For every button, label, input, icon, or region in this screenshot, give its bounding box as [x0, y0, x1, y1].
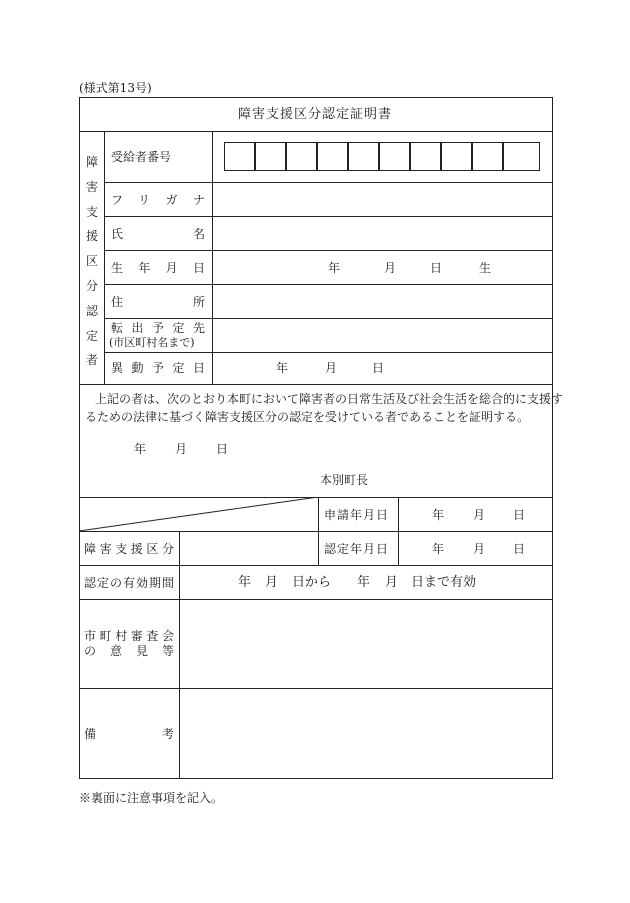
lower-label-column-divider: [179, 531, 180, 779]
upper-section-bottom: [79, 384, 553, 385]
row-divider: [104, 284, 553, 285]
digit-box[interactable]: [472, 142, 503, 171]
certification-day: 日: [216, 442, 229, 456]
certification-month: 月: [175, 442, 188, 456]
row-divider: [79, 599, 553, 600]
validity-end-day: 日まで有効: [411, 575, 477, 590]
certification-date-year: 年: [432, 542, 445, 556]
birth-day: 日: [430, 261, 443, 275]
birth-month: 月: [384, 261, 397, 275]
destination-sub-label: (市区町村名まで): [109, 336, 195, 349]
title-divider: [79, 131, 553, 132]
diagonal-line: [79, 497, 318, 532]
birth-suffix: 生: [479, 261, 492, 275]
form-title: 障害支援区分認定証明書: [237, 107, 392, 122]
row-divider: [79, 531, 553, 532]
certification-line-1: 上記の者は、次のとおり本町において障害者の日常生活及び社会生活を総合的に支援す: [95, 392, 564, 406]
issuer: 本別町長: [320, 473, 369, 487]
digit-box[interactable]: [317, 142, 348, 171]
side-label: 障害支援区分認定者: [85, 155, 98, 368]
remarks-label-right: 考: [162, 727, 175, 741]
application-year: 年: [432, 508, 445, 522]
birth-year: 年: [328, 261, 341, 275]
digit-box[interactable]: [255, 142, 286, 171]
row-divider: [79, 688, 553, 689]
row-divider: [104, 250, 553, 251]
destination-label: 転出予定先: [111, 321, 205, 335]
row-divider: [104, 216, 553, 217]
validity-start-day: 日から: [292, 575, 332, 590]
application-month: 月: [473, 508, 486, 522]
row-divider: [79, 565, 553, 566]
move-month: 月: [325, 361, 338, 375]
council-label-line-1: 市町村審査会: [84, 629, 174, 643]
council-label-line-2: の意見等: [84, 644, 174, 658]
birthdate-label: 生年月日: [111, 261, 205, 275]
certification-line-2: るための法律に基づく障害支援区分の認定を受けている者であることを証明する。: [85, 410, 530, 424]
digit-box[interactable]: [441, 142, 472, 171]
validity-start-month: 月: [265, 575, 279, 590]
footnote: ※裏面に注意事項を記入。: [79, 791, 224, 805]
digit-box[interactable]: [503, 142, 540, 171]
digit-box[interactable]: [379, 142, 410, 171]
remarks-label-left: 備: [84, 727, 97, 741]
application-date-label: 申請年月日: [324, 508, 390, 522]
address-label: 住所: [111, 295, 205, 309]
application-day: 日: [513, 508, 526, 522]
frame-top: [79, 97, 553, 98]
digit-box[interactable]: [348, 142, 379, 171]
move-date-label: 異動予定日: [111, 361, 205, 375]
digit-box[interactable]: [224, 142, 255, 171]
validity-end-year: 年: [357, 575, 371, 590]
validity-end-month: 月: [385, 575, 399, 590]
digit-box[interactable]: [286, 142, 317, 171]
digit-box[interactable]: [410, 142, 441, 171]
validity-start-year: 年: [238, 575, 252, 590]
furigana-label: フリガナ: [111, 193, 205, 207]
name-label: 氏名: [111, 227, 205, 241]
row-divider: [104, 182, 553, 183]
form-number: (様式第13号): [79, 81, 152, 95]
frame-bottom: [79, 778, 553, 779]
certification-date-month: 月: [473, 542, 486, 556]
frame-right: [552, 97, 553, 779]
row-divider: [104, 352, 553, 353]
frame-left: [79, 97, 80, 779]
certification-year: 年: [134, 442, 147, 456]
move-year: 年: [276, 361, 289, 375]
side-column-divider: [104, 131, 105, 384]
validity-label: 認定の有効期間: [84, 576, 174, 590]
certification-date-label: 認定年月日: [324, 542, 390, 556]
move-day: 日: [372, 361, 385, 375]
certification-date-day: 日: [513, 542, 526, 556]
row-divider: [104, 318, 553, 319]
label-column-divider: [212, 131, 213, 384]
recipient-number-label: 受給者番号: [111, 150, 172, 164]
category-label: 障害支援区分: [84, 542, 174, 556]
